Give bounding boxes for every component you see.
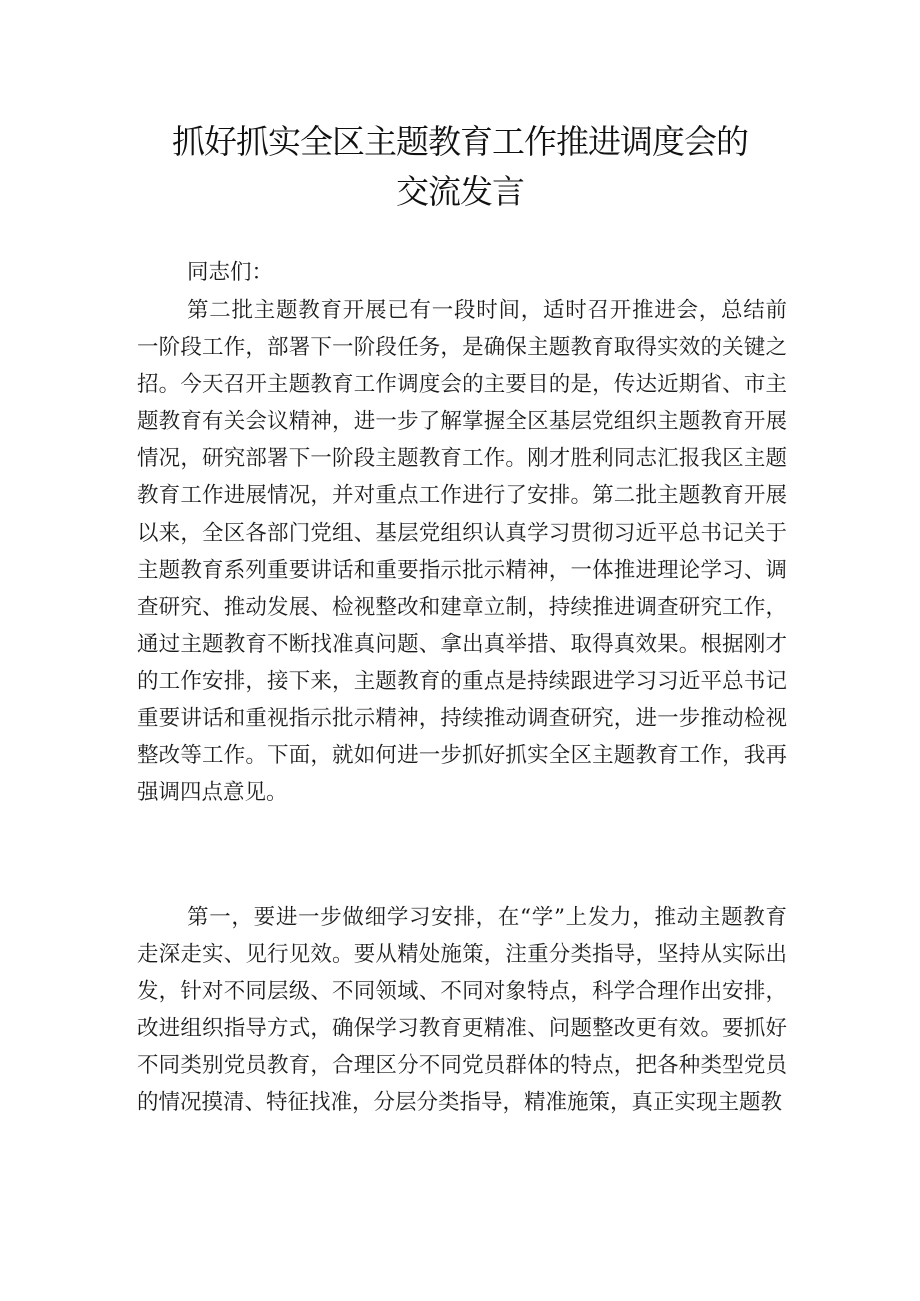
paragraph-2: 第一，要进一步做细学习安排，在“学”上发力，推动主题教育走深走实、见行见效。要从精处施策，注重分类指导，坚持从实际出发，针对不同层级、不同领域、不同对象特点，科学合理作出安排，改进组织指导方式，确保学习教育更精准、问题整改更有效。要抓好不同类别党员教育，合理区分不同党员群体的特点，把各种类型党员的情况摸清、特征找准，分层分类指导，精准施策，真正实现主题教 (137, 905, 787, 1116)
salutation: 同志们： (187, 260, 274, 285)
document-title-line-1: 抓好抓实全区主题教育工作推进调度会的 (172, 122, 748, 161)
paragraph-1: 第二批主题教育开展已有一段时间，适时召开推进会，总结前一阶段工作，部署下一阶段任务，是确保主题教育取得实效的关键之招。今天召开主题教育工作调度会的主要目的是，传达近期省、市主题教育有关会议精神，进一步了解掌握全区基层党组织主题教育开展情况，研究部署下一阶段主题教育工作。刚才胜利同志汇报我区主题教育工作进展情况，并对重点工作进行了安排。第二批主题教育开展以来，全区各部门党组、基层党组织认真学习贯彻习近平总书记关于主题教育系列重要讲话和重要指示批示精神，一体推进理论学习、调查研究、推动发展、检视整改和建章立制，持续推进调查研究工作，通过主题教育不断找准真问题、拿出真举措、取得真效果。根据刚才的工作安排，接下来，主题教育的重点是持续跟进学习习近平总书记重要讲话和重视指示批示精神，持续推动调查研究，进一步推动检视整改等工作。下面，就如何进一步抓好抓实全区主题教育工作，我再强调四点意见。 (137, 298, 787, 806)
document-title-line-2: 交流发言 (396, 172, 524, 211)
